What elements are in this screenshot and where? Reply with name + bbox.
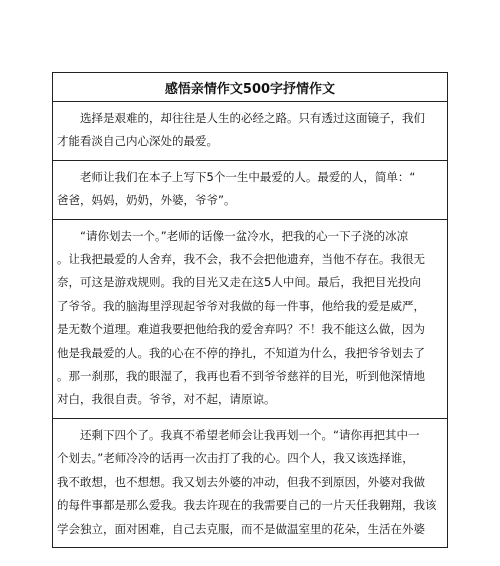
paragraph-line: 。那一刹那，我的眼湿了，我再也看不到爷爷慈祥的目光，听到他深情地 [57,369,425,384]
paragraph-line: 对白，我很自责。爷爷，对不起，请原谅。 [57,392,276,407]
paragraph-line: 爸爸，妈妈，奶奶，外婆，爷爷”。 [57,193,236,208]
paragraph-row [53,220,447,419]
paragraph-row [53,419,447,547]
paragraph-line: 的每件事都是那么爱我。我去许现在的我需要自己的一片天任我翱翔，我该 [57,498,437,513]
paragraph-line: 。让我把最爱的人舍弃，我不会，我不会把他遗弃，当他不存在。我很无 [57,252,425,267]
paragraph-line: 学会独立，面对困难，自己去克服，而不是做温室里的花朵，生活在外婆 [57,521,425,536]
paragraph-row [53,102,447,161]
paragraph-line: 奈，可这是游戏规则。我的目光又走在这5人中间。最后，我把目光投向 [57,275,421,290]
paragraph-line: 他是我最爱的人。我的心在不停的挣扎，不知道为什么，我把爷爷划去了 [57,345,425,360]
essay-body [53,102,447,547]
paragraph-line: 选择是艰难的，却往往是人生的必经之路。只有透过这面镜子，我们 [57,111,425,125]
essay-title: 感悟亲情作文500字抒情作文 [164,81,336,97]
title-row [53,73,447,102]
paragraph-row [53,161,447,220]
paragraph-line: 个划去。”老师冷冷的话再一次击打了我的心。四个人，我又该选择谁， [57,451,414,466]
paragraph-line: 我不敢想，也不想想。我又划去外婆的冲动，但我不到原因，外婆对我做 [57,474,425,489]
paragraph-line: 是无数个道理。难道我要把他给我的爱舍弃吗？不！我不能这么做，因为 [57,322,425,337]
paragraph-line: 了爷爷。我的脑海里浮现起爷爷对我做的每一件事，他给我的爱是威严， [57,298,425,313]
paragraph-line: 老师让我们在本子上写下5个一生中最爱的人。最爱的人，简单：“ [57,169,416,184]
paragraph-line: 还剩下四个了。我真不希望老师会让我再划一个。“请你再把其中一 [57,427,420,442]
essay-table [52,72,448,548]
paragraph-line: “请你划去一个。”老师的话像一盆冷水，把我的心一下子浇的冰凉 [57,228,409,243]
paragraph-line: 才能看淡自己内心深处的最爱。 [57,134,218,149]
